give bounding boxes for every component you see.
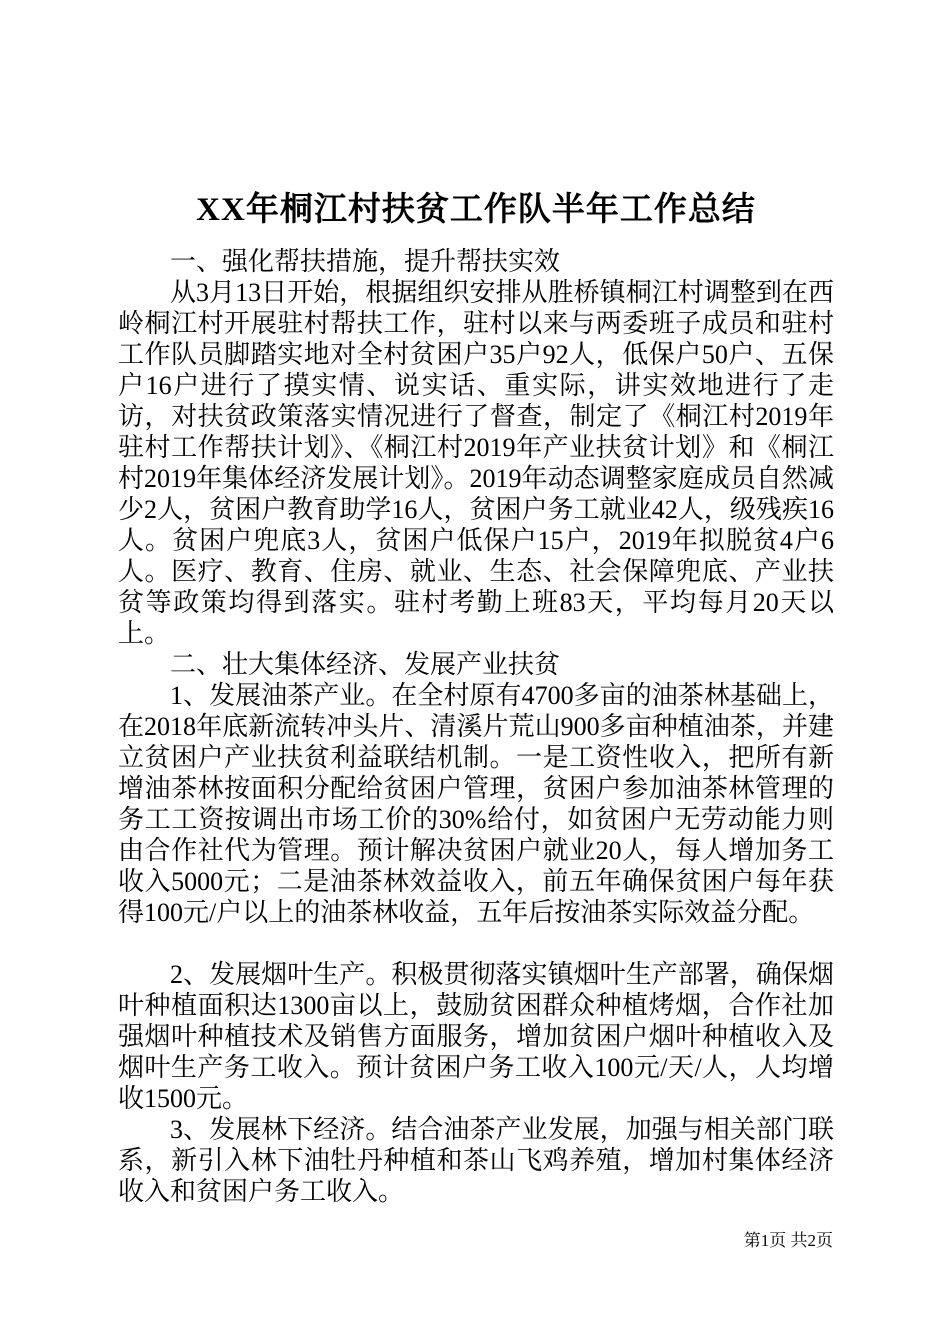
paragraph-body-3: 2、发展烟叶生产。积极贯彻落实镇烟叶生产部署，确保烟叶种植面积达1300亩以上，鼓励贫困群众种植烤烟，合作社加强烟叶种植技术及销售方面服务，增加贫困户烟叶种植收入及烟叶生产务工收入。预计贫困户务工收入100元/天/人，人均增收1500元。 bbox=[118, 960, 834, 1113]
paragraph-heading-2: 二、壮大集体经济、发展产业扶贫 bbox=[170, 650, 561, 679]
document-title: XX年桐江村扶贫工作队半年工作总结 bbox=[196, 192, 756, 228]
paragraph-body-2: 1、发展油茶产业。在全村原有4700多亩的油茶林基础上，在2018年底新流转冲头片、清溪片荒山900多亩种植油茶，并建立贫困户产业扶贫利益联结机制。一是工资性收入，把所有新增油茶林按面积分配给贫困户管理，贫困户参加油茶林管理的务工工资按调出市场工价的30%给付，如贫困户无劳动能力则由合作社代为管理。预计解决贫困户就业20人，每人增加务工收入5000元；二是油茶林效益收入，前五年确保贫困户每年获得100元/户以上的油茶林收益，五年后按油茶实际效益分配。 bbox=[118, 681, 834, 927]
document-body bbox=[118, 183, 834, 1207]
paragraph-heading-1: 一、强化帮扶措施，提升帮扶实效 bbox=[170, 247, 561, 276]
paragraph-body-1: 从3月13日开始，根据组织安排从胜桥镇桐江村调整到在西岭桐江村开展驻村帮扶工作，驻村以来与两委班子成员和驻村工作队员脚踏实地对全村贫困户35户92人，低保户50户、五保户16户进行了摸实情、说实话、重实际，讲实效地进行了走访，对扶贫政策落实情况进行了督查，制定了《桐江村2019年驻村工作帮扶计划》、《桐江村2019年产业扶贫计划》和《桐江村2019年集体经济发展计划》。2019年动态调整家庭成员自然减少2人，贫困户教育助学16人，贫困户务工就业42人，级残疾16人。贫困户兜底3人，贫困户低保户15户，2019年拟脱贫4户6人。医疗、教育、住房、就业、生态、社会保障兜底、产业扶贫等政策均得到落实。驻村考勤上班83天，平均每月20天以上。 bbox=[118, 278, 834, 648]
paragraph-body-4: 3、发展林下经济。结合油茶产业发展，加强与相关部门联系，新引入林下油牡丹种植和茶山飞鸡养殖，增加村集体经济收入和贫困户务工收入。 bbox=[118, 1115, 834, 1206]
page-number-footer: 第1页 共2页 bbox=[743, 1231, 833, 1250]
